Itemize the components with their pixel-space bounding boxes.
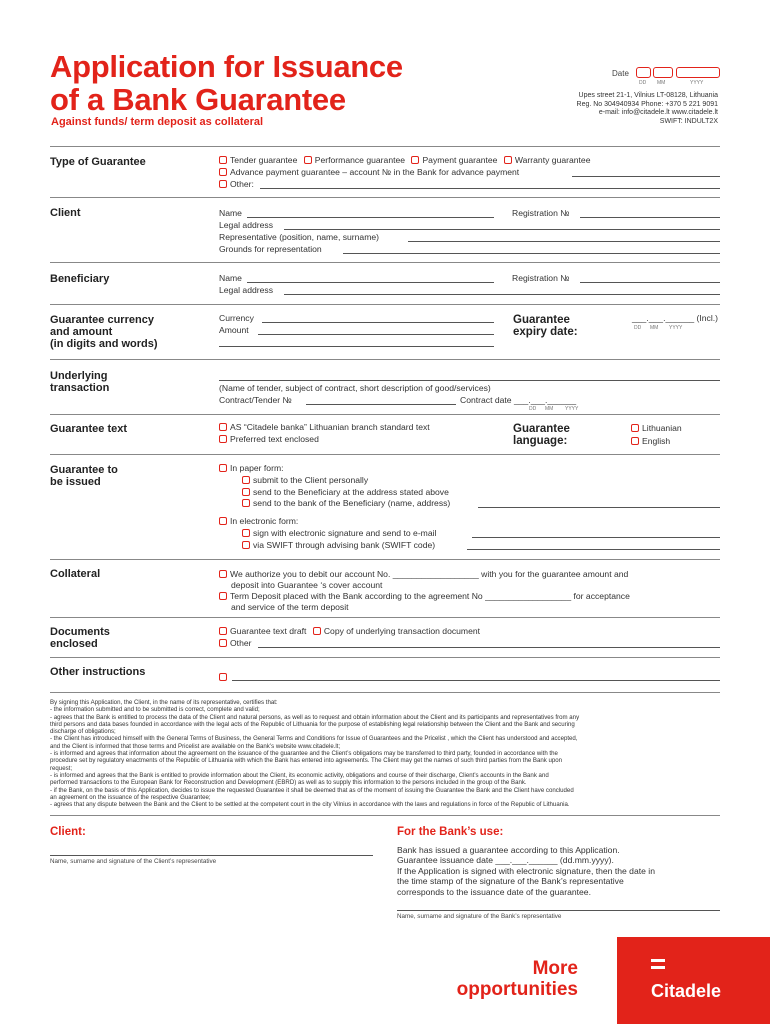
standard-text-row — [219, 422, 430, 433]
type-label: Type of Guarantee — [50, 156, 146, 168]
other-instructions-field[interactable] — [232, 680, 720, 681]
paper-row — [219, 463, 284, 474]
contract-number-label: Contract/Tender № — [219, 395, 292, 405]
amount-words-field[interactable] — [219, 346, 494, 347]
divider — [50, 559, 720, 560]
date-yyyy-hint: YYYY — [690, 80, 704, 86]
client-signature-field[interactable] — [50, 855, 373, 856]
divider — [50, 617, 720, 618]
expiry-dd-hint: DD — [634, 325, 642, 331]
client-legal-label: Legal address — [219, 220, 273, 230]
other-document-checkbox[interactable] — [219, 639, 227, 647]
lithuanian-label: Lithuanian — [642, 423, 682, 433]
type-row-1 — [219, 155, 591, 166]
documents-row-1 — [219, 626, 480, 637]
bank-address — [498, 92, 718, 126]
english-checkbox[interactable] — [631, 437, 639, 445]
lithuanian-checkbox[interactable] — [631, 424, 639, 432]
paper-checkbox[interactable] — [219, 464, 227, 472]
standard-text-label: AS “Citadele banka” Lithuanian branch standard text — [230, 422, 430, 432]
terms-line: and the Client is informed that those terms and Pricelist are available on the Bank’s website www.citadele.lt; — [50, 742, 341, 750]
contract-number-field[interactable] — [306, 404, 456, 405]
send-beneficiary-label: send to the Beneficiary at the address stated above — [253, 487, 449, 497]
address-line: SWIFT: INDULT2X — [659, 117, 718, 125]
terms-line: - if the Bank, on the basis of this Application, decides to issue the requested Guarantee it shall be deemed that as of the moment of issuing the Guarantee the Bank and the Client have concluded — [50, 786, 574, 794]
date-label: Date — [612, 69, 629, 78]
advance-account-field[interactable] — [572, 176, 720, 177]
underlying-description-field[interactable] — [219, 380, 720, 381]
date-mm-field[interactable] — [653, 67, 673, 78]
standard-text-checkbox[interactable] — [219, 423, 227, 431]
preferred-text-row — [219, 434, 319, 445]
amount-field[interactable] — [258, 334, 494, 335]
beneficiary-legal-field[interactable] — [284, 294, 720, 295]
divider — [50, 359, 720, 360]
contract-mm-hint: MM — [545, 406, 554, 412]
address-line: Reg. No 304940934 Phone: +370 5 221 9091 — [576, 100, 718, 108]
term-deposit-label-cont: and service of the term deposit — [231, 602, 349, 612]
other-document-label: Other — [230, 638, 252, 648]
date-mm-hint: MM — [657, 80, 666, 86]
logo-bars-icon — [651, 959, 665, 973]
client-rep-label: Representative (position, name, surname) — [219, 232, 380, 242]
contract-yyyy-hint: YYYY — [565, 406, 579, 412]
currency-label: Currency — [219, 313, 254, 323]
divider — [50, 815, 720, 816]
submit-client-checkbox[interactable] — [242, 476, 250, 484]
underlying-section-label — [50, 370, 109, 394]
english-label: English — [642, 436, 671, 446]
contract-dd-hint: DD — [529, 406, 537, 412]
client-grounds-label: Grounds for representation — [219, 244, 322, 254]
divider — [50, 146, 720, 147]
client-rep-field[interactable] — [408, 241, 720, 242]
divider — [50, 414, 720, 415]
currency-label-line: (in digits and words) — [50, 338, 158, 350]
divider — [50, 657, 720, 658]
other-type-field[interactable] — [260, 188, 720, 189]
expiry-mm-hint: MM — [650, 325, 659, 331]
debit-label-cont: deposit into Guarantee ‘s cover account — [231, 580, 383, 590]
client-reg-field[interactable] — [580, 217, 720, 218]
documents-row-2 — [219, 638, 252, 649]
terms-line: discharge of obligations; — [50, 728, 116, 736]
expiry-label — [513, 314, 578, 338]
documents-label-line: enclosed — [50, 638, 98, 650]
expiry-date-field[interactable]: ___.___.______ (Incl.) — [632, 313, 719, 323]
esign-row — [242, 528, 436, 539]
other-document-field[interactable] — [258, 647, 720, 648]
client-section-label: Client — [50, 207, 81, 219]
bank-use-line: corresponds to the issuance date of the guarantee. — [397, 886, 591, 897]
address-line: Upes street 21-1, Vilnius LT-08128, Lithuania — [578, 92, 718, 99]
bank-use-line: the time stamp of the signature of the Bank’s representative — [397, 876, 624, 887]
issued-section-label — [50, 464, 118, 488]
date-yyyy-field[interactable] — [676, 67, 720, 78]
terms-line: - agrees that the Bank is entitled to process the data of the Client and natural persons, as well as to request and obtain information about the Client and its participants and representatives from any — [50, 713, 580, 721]
slogan — [457, 958, 578, 1000]
swift-row — [242, 540, 435, 551]
collateral-section-label: Collateral — [50, 568, 101, 580]
beneficiary-legal-label: Legal address — [219, 285, 273, 295]
divider — [50, 692, 720, 693]
bank-use-line: Guarantee issuance date ___.___.______ (dd.mm.yyyy). — [397, 855, 614, 866]
submit-client-label: submit to the Client personally — [253, 475, 369, 485]
electronic-checkbox[interactable] — [219, 517, 227, 525]
payment-label: Payment guarantee — [422, 155, 498, 165]
performance-checkbox[interactable] — [304, 156, 312, 164]
term-row — [219, 591, 630, 602]
other-type-checkbox[interactable] — [219, 180, 227, 188]
preferred-text-checkbox[interactable] — [219, 435, 227, 443]
address-line: e-mail: info@citadele.lt www.citadele.lt — [598, 109, 718, 116]
language-label-line: language: — [513, 435, 568, 447]
esign-checkbox[interactable] — [242, 529, 250, 537]
contract-date-field[interactable]: Contract date ___.___.______ — [460, 395, 577, 405]
client-legal-field[interactable] — [284, 229, 720, 230]
divider — [50, 197, 720, 198]
client-name-label: Name — [219, 208, 242, 218]
guarantee-text-label: Guarantee text — [50, 423, 128, 435]
text-draft-checkbox[interactable] — [219, 627, 227, 635]
slogan-line: More — [532, 958, 578, 979]
beneficiary-name-field[interactable] — [247, 282, 494, 283]
logo-text: Citadele — [651, 981, 722, 1001]
issued-label-line: Guarantee to — [50, 464, 118, 476]
client-signature-title: Client: — [50, 826, 86, 838]
bank-use-line: If the Application is signed with electronic signature, then the date in — [397, 865, 655, 876]
citadele-logo — [617, 937, 770, 1024]
bank-signature-label: Name, surname and signature of the Bank’s representative — [397, 913, 562, 920]
send-bank-checkbox[interactable] — [242, 499, 250, 507]
divider — [50, 454, 720, 455]
term-deposit-label: Term Deposit placed with the Bank according to the agreement No __________________ for acceptance — [230, 591, 630, 601]
swift-code-field[interactable] — [467, 549, 720, 550]
terms-line: - is informed and agrees that information about the agreement on the issuance of the guarantee and the Client’s obligations may be transferred to third party, founded in accordance with the — [50, 750, 558, 758]
electronic-label: In electronic form: — [230, 516, 299, 526]
client-grounds-field[interactable] — [343, 253, 720, 254]
terms-line: request; — [50, 764, 73, 772]
currency-label-line: and amount — [50, 326, 113, 338]
other-instructions-checkbox[interactable] — [219, 673, 227, 681]
paper-label: In paper form: — [230, 463, 284, 473]
english-row — [631, 436, 670, 447]
bank-use-line: Bank has issued a guarantee according to this Application. — [397, 845, 620, 855]
other-type-label: Other: — [230, 179, 254, 189]
underlying-label-line: transaction — [50, 382, 110, 394]
currency-section-label — [50, 314, 158, 350]
bank-signature-field[interactable] — [397, 910, 720, 911]
page-subtitle: Against funds/ term deposit as collateral — [51, 116, 264, 128]
documents-section-label — [50, 626, 110, 650]
expiry-yyyy-hint: YYYY — [669, 325, 683, 331]
underlying-description-hint: (Name of tender, subject of contract, short description of good/services) — [219, 383, 491, 393]
beneficiary-section-label: Beneficiary — [50, 273, 110, 285]
beneficiary-name-label: Name — [219, 273, 242, 283]
language-label — [513, 423, 570, 447]
underlying-label-line: Underlying — [50, 370, 108, 382]
swift-label: via SWIFT through advising bank (SWIFT code) — [253, 540, 436, 550]
client-name-field[interactable] — [247, 217, 494, 218]
expiry-label-line: Guarantee — [513, 314, 570, 326]
advance-checkbox[interactable] — [219, 168, 227, 176]
terms-line: By signing this Application, the Client, in the name of its representative, certifies that: — [50, 699, 278, 706]
performance-label: Performance guarantee — [314, 155, 406, 165]
title-line-2: of a Bank Guarantee — [50, 82, 346, 117]
transaction-copy-checkbox[interactable] — [313, 627, 321, 635]
terms-line: procedure set by regulatory enactments of the Republic of Lithuania with which the Bank has entered into agreements. The Client may get the names of such third parties from the Bank upon — [50, 757, 563, 765]
date-dd-hint: DD — [639, 80, 647, 86]
debit-checkbox[interactable] — [219, 570, 227, 578]
tender-label: Tender guarantee — [230, 155, 298, 165]
preferred-text-label: Preferred text enclosed — [230, 434, 319, 444]
send-beneficiary-row — [242, 487, 449, 498]
electronic-row — [219, 516, 298, 527]
issued-label-line: be issued — [50, 476, 101, 488]
debit-label: We authorize you to debit our account No. __________________ with you for the guarantee amount and — [230, 569, 629, 579]
send-bank-label: send to the bank of the Beneficiary (name, address) — [253, 498, 451, 508]
beneficiary-reg-label: Registration № — [512, 273, 570, 283]
type-row-3 — [219, 179, 254, 190]
warranty-label: Warranty guarantee — [514, 155, 591, 165]
terms-line: - the Client has introduced himself with the General Terms of Business, the General Terms and Conditions for Issue of Guarantees and the Pricelist , which the Client has understood and accepted, — [50, 735, 578, 743]
terms-line: - is informed and agrees that the Bank is entitled to provide information about the Client, its economic activity, obligations and course of their discharge, Client’s accounts in the Bank and — [50, 771, 549, 779]
title-line-1: Application for Issuance — [50, 49, 403, 84]
debit-row — [219, 569, 628, 580]
other-instructions-label: Other instructions — [50, 666, 146, 678]
language-label-line: Guarantee — [513, 423, 570, 435]
swift-checkbox[interactable] — [242, 541, 250, 549]
divider — [50, 304, 720, 305]
advance-label: Advance payment guarantee – account № in the Bank for advance payment — [230, 167, 520, 177]
lithuanian-row — [631, 423, 682, 434]
bank-use-text — [397, 845, 717, 897]
currency-label-line: Guarantee currency — [50, 314, 154, 326]
divider — [50, 262, 720, 263]
send-beneficiary-checkbox[interactable] — [242, 488, 250, 496]
terms-line: performed transactions to the European Bank for Reconstruction and Development (EBRD) as well as to supply this information to the persons included in the group of the Bank. — [50, 779, 527, 787]
currency-field[interactable] — [262, 322, 494, 323]
type-row-2 — [219, 167, 519, 178]
term-deposit-checkbox[interactable] — [219, 592, 227, 600]
page-title — [50, 50, 403, 116]
beneficiary-bank-field[interactable] — [478, 507, 720, 508]
documents-label-line: Documents — [50, 626, 110, 638]
terms-line: - agrees that any dispute between the Bank and the Client to be settled at the competent court in the city Vilnius in accordance with the laws and regulations in force of the Republic of Lithuania. — [50, 801, 570, 809]
slogan-line: opportunities — [456, 979, 578, 1000]
client-signature-label: Name, surname and signature of the Client’s representative — [50, 858, 217, 865]
esign-label: sign with electronic signature and send to e-mail — [253, 528, 437, 538]
email-field[interactable] — [472, 537, 720, 538]
terms-text — [50, 699, 720, 808]
payment-checkbox[interactable] — [411, 156, 419, 164]
submit-row — [242, 475, 368, 486]
other-instructions-row — [219, 672, 230, 683]
client-reg-label: Registration № — [512, 208, 570, 218]
amount-label: Amount — [219, 325, 249, 335]
transaction-copy-label: Copy of underlying transaction document — [323, 626, 481, 636]
tender-checkbox[interactable] — [219, 156, 227, 164]
bank-use-title: For the Bank’s use: — [397, 826, 504, 838]
terms-line: third persons and data bases founded in accordance with the legal acts of the Republic of Lithuania for the purpose of establishing legal relationship between the Client and the Bank and securing — [50, 720, 575, 728]
terms-line: - the information submitted and to be submitted is correct, complete and valid; — [50, 706, 260, 714]
expiry-label-line: expiry date: — [513, 326, 578, 338]
warranty-checkbox[interactable] — [504, 156, 512, 164]
beneficiary-reg-field[interactable] — [580, 282, 720, 283]
text-draft-label: Guarantee text draft — [230, 626, 307, 636]
terms-line: an agreement on the issuance of the respective Guarantee; — [50, 793, 211, 801]
date-dd-field[interactable] — [636, 67, 651, 78]
send-bank-row — [242, 498, 450, 509]
